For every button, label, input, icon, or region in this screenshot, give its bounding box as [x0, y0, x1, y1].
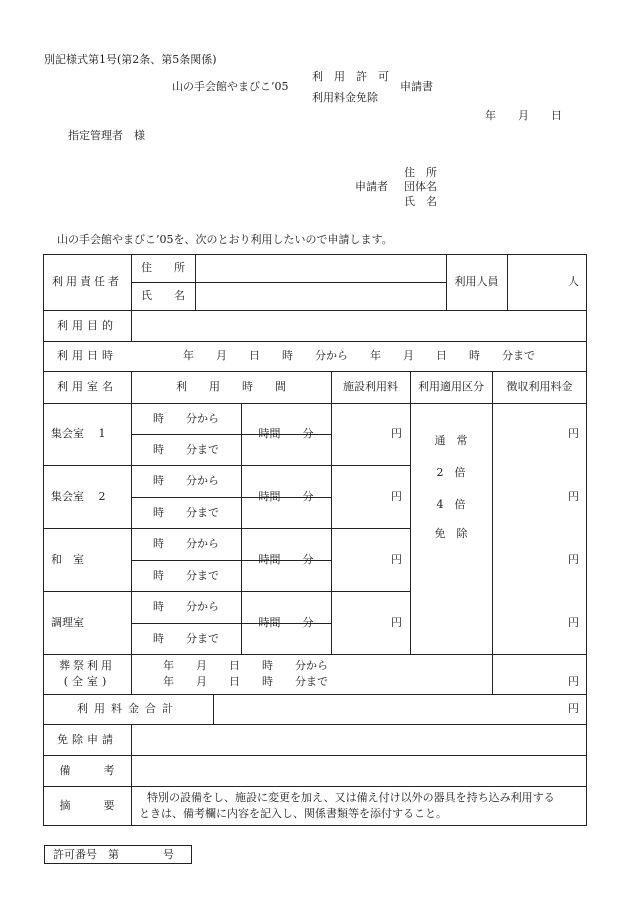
- notes-line-1: 特別の設備をし、施設に変更を加え、又は備え付け以外の器具を持ち込み利用する: [147, 790, 555, 804]
- category-exempt[interactable]: 免 除: [434, 527, 468, 540]
- permit-number-label[interactable]: 許可番号 第 号: [53, 847, 174, 861]
- room-header: 利用室名: [57, 380, 117, 393]
- facility-name: 山の手会館やまびこ’05: [172, 80, 289, 93]
- persons-unit[interactable]: 人: [568, 275, 579, 288]
- total-unit[interactable]: 円: [568, 702, 579, 715]
- time-header: 利 用 時 間: [176, 380, 286, 393]
- name-field[interactable]: [196, 283, 445, 310]
- room-time-to[interactable]: 時 分まで: [153, 442, 219, 456]
- application-date: 年 月 日: [485, 109, 562, 122]
- room-duration[interactable]: 時間 分: [258, 489, 314, 503]
- room-fee[interactable]: 円: [391, 615, 402, 629]
- category-quadruple[interactable]: 4 倍: [436, 498, 466, 511]
- total-label: 利用料金合計: [77, 702, 179, 715]
- room-name: 集会室 2: [51, 489, 106, 503]
- funeral-label: 葬祭利用: [59, 659, 115, 672]
- collect-header: 徴収利用料金: [506, 380, 573, 393]
- room-collect[interactable]: 円: [568, 552, 579, 566]
- room-time-from[interactable]: 時 分から: [153, 537, 219, 550]
- room-duration[interactable]: 時間 分: [258, 552, 314, 566]
- address-field[interactable]: [196, 255, 445, 282]
- category-normal[interactable]: 通 常: [434, 434, 468, 447]
- room-time-from[interactable]: 時 分から: [153, 474, 219, 487]
- form-number: 別記様式第1号(第2条、第5条関係): [44, 53, 217, 66]
- remarks-field[interactable]: [132, 756, 586, 786]
- fee-header: 施設利用料: [343, 380, 398, 393]
- name-label: 氏 名: [141, 289, 185, 302]
- application-form-table: [43, 254, 587, 826]
- room-fee[interactable]: 円: [391, 489, 402, 503]
- room-name: 調理室: [51, 615, 84, 629]
- room-time-to[interactable]: 時 分まで: [153, 631, 219, 645]
- persons-label: 利用人員: [454, 275, 499, 288]
- document-type: 申請書: [400, 80, 433, 93]
- addressee: 指定管理者 様: [68, 129, 145, 142]
- category-header: 利用適用区分: [418, 380, 484, 393]
- room-time-from[interactable]: 時 分から: [153, 600, 219, 613]
- room-name: 和 室: [51, 552, 84, 566]
- room-fee[interactable]: 円: [391, 427, 402, 440]
- notes-label: 摘 要: [59, 798, 115, 812]
- funeral-from[interactable]: 年 月 日 時 分から: [163, 659, 328, 672]
- room-collect[interactable]: 円: [568, 427, 579, 440]
- applicant-group-label: 団体名: [404, 180, 437, 193]
- exemption-field[interactable]: [132, 725, 586, 755]
- application-type-exemption: 利用料金免除: [312, 91, 378, 104]
- permit-number-box: [44, 845, 192, 864]
- datetime-value[interactable]: 年 月 日 時 分から 年 月 日 時 分まで: [183, 349, 535, 362]
- funeral-to[interactable]: 年 月 日 時 分まで: [163, 675, 328, 688]
- exemption-label: 免除申請: [57, 732, 117, 746]
- applicant-label: 申請者: [355, 180, 388, 193]
- applicant-name-label: 氏 名: [404, 195, 437, 208]
- room-collect[interactable]: 円: [568, 615, 579, 629]
- notes-line-2: ときは、備考欄に内容を記入し、関係書類等を添付すること。: [139, 806, 447, 820]
- room-collect[interactable]: 円: [568, 489, 579, 503]
- room-time-from[interactable]: 時 分から: [153, 411, 219, 425]
- applicant-address-label: 住 所: [404, 166, 437, 179]
- datetime-label: 利用日時: [57, 349, 117, 362]
- purpose-field[interactable]: [132, 311, 586, 341]
- application-type-permit: 利 用 許 可: [312, 70, 389, 83]
- room-time-to[interactable]: 時 分まで: [153, 568, 219, 582]
- funeral-collect[interactable]: 円: [568, 675, 579, 688]
- room-duration[interactable]: 時間 分: [258, 615, 314, 629]
- remarks-label: 備 考: [59, 763, 115, 777]
- room-name: 集会室 1: [51, 427, 106, 440]
- category-double[interactable]: 2 倍: [436, 466, 466, 479]
- intro-text: 山の手会館やまびこ’05を、次のとおり利用したいので申請します。: [57, 233, 393, 246]
- room-fee[interactable]: 円: [391, 552, 402, 566]
- room-duration[interactable]: 時間 分: [258, 427, 314, 440]
- responsible-person-label: 利用責任者: [52, 275, 122, 288]
- purpose-label: 利用目的: [57, 318, 117, 332]
- room-time-to[interactable]: 時 分まで: [153, 505, 219, 519]
- address-label: 住 所: [141, 261, 185, 274]
- funeral-all-rooms: (全室): [63, 675, 111, 688]
